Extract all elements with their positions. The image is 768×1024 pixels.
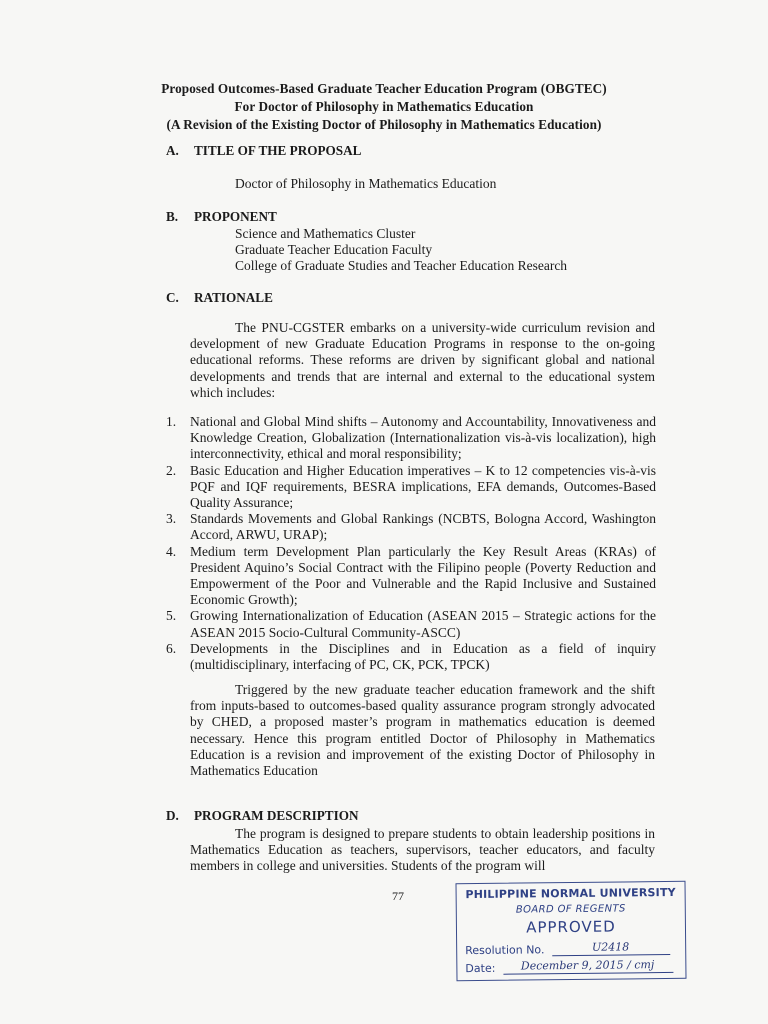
section-b-heading — [166, 209, 277, 225]
stamp-approved: APPROVED — [526, 917, 616, 937]
stamp-university: PHILIPPINE NORMAL UNIVERSITY — [465, 885, 676, 902]
stamp-resolution-row — [465, 942, 670, 957]
list-item-number: 1. — [166, 414, 177, 429]
list-item — [166, 463, 656, 512]
title-line-1: Proposed Outcomes-Based Graduate Teacher Education Program (OBGTEC) — [161, 81, 607, 96]
stamp-resolution-line — [552, 942, 670, 956]
section-c-letter: C. — [166, 290, 179, 305]
proponent-line-2: Graduate Teacher Education Faculty — [235, 242, 433, 257]
list-item-number: 3. — [166, 511, 177, 527]
stamp-board: BOARD OF REGENTS — [515, 903, 626, 916]
program-description-text: The program is designed to prepare students to obtain leadership positions in Mathematics Education as teachers, supervisors, teacher educators, and faculty members in college and universities. Students of the program will — [190, 826, 655, 874]
proponent-line-3: College of Graduate Studies and Teacher Education Research — [235, 258, 568, 273]
stamp-date-value: December 9, 2015 / cmj — [520, 958, 655, 973]
stamp-date-row — [465, 960, 673, 975]
list-item — [166, 641, 656, 673]
section-c-title: RATIONALE — [194, 290, 273, 305]
list-item-text: Medium term Development Plan particularly the Key Result Areas (KRAs) of President Aquino’s Social Contract with the Filipino people (Poverty Reduction and Empowerment of the Poor and Vulnerable and the Rapid Inclusive and Sustained Economic Growth); — [190, 543, 656, 608]
approval-stamp — [455, 881, 686, 981]
stamp-date-label: Date: — [465, 961, 496, 976]
proponent-line-1: Science and Mathematics Cluster — [235, 226, 416, 241]
section-d-title: PROGRAM DESCRIPTION — [194, 808, 359, 823]
section-a-heading — [166, 143, 361, 159]
page-number: 77 — [392, 889, 404, 903]
rationale-intro-text: The PNU-CGSTER embarks on a university-wide curriculum revision and development of new Graduate Education Programs in response to the on-going educational reforms. These reforms are driven by significant global and national developments and trends that are internal and external to the educational system which includes: — [190, 320, 655, 400]
rationale-closing-text: Triggered by the new graduate teacher education framework and the shift from inputs-based to outcomes-based quality assurance program strongly advocated by CHED, a proposed master’s program in mathematics education is deemed necessary. Hence this program entitled Doctor of Philosophy in Mathematics Education is a revision and improvement of the existing Doctor of Philosophy in Mathematics Education — [190, 682, 655, 779]
section-a-letter: A. — [166, 143, 179, 158]
section-c-heading — [166, 290, 273, 306]
list-item-text: Basic Education and Higher Education imperatives – K to 12 competencies vis-à-vis PQF and IQF requirements, BESRA implications, EFA demands, Outcomes-Based Quality Assurance; — [190, 462, 656, 511]
list-item-number: 2. — [166, 462, 177, 478]
list-item-text: Developments in the Disciplines and in Education as a field of inquiry (multidisciplinary, interfacing of PC, CK, PCK, TPCK) — [190, 640, 656, 673]
program-description — [190, 826, 655, 875]
section-a-text: Doctor of Philosophy in Mathematics Education — [235, 176, 497, 191]
title-line-3: (A Revision of the Existing Doctor of Philosophy in Mathematics Education) — [166, 117, 602, 132]
rationale-closing — [190, 682, 655, 779]
list-item-number: 5. — [166, 608, 177, 624]
list-item — [166, 608, 656, 640]
list-item-text: National and Global Mind shifts – Autonomy and Accountability, Innovativeness and Knowledge Creation, Globalization (Internationalization vis-à-vis localization), high interconnectivity, ethical and moral responsibility; — [190, 414, 656, 462]
stamp-date-line — [503, 960, 673, 975]
stamp-resolution-value: U2418 — [591, 940, 630, 954]
section-b-title: PROPONENT — [194, 209, 277, 224]
section-b-letter: B. — [166, 209, 179, 224]
list-item-text: Growing Internationalization of Education (ASEAN 2015 – Strategic actions for the ASEAN 2015 Socio-Cultural Community-ASCC) — [190, 608, 656, 640]
rationale-list — [166, 414, 656, 673]
list-item-text: Standards Movements and Global Rankings (NCBTS, Bologna Accord, Washington Accord, ARWU, URAP); — [190, 511, 656, 543]
list-item — [166, 511, 656, 543]
list-item — [166, 414, 656, 463]
list-item — [166, 544, 656, 609]
rationale-intro — [190, 320, 655, 401]
stamp-resolution-label: Resolution No. — [465, 943, 545, 958]
section-a-title: TITLE OF THE PROPOSAL — [194, 143, 362, 158]
section-d-letter: D. — [166, 808, 179, 823]
section-d-heading — [166, 808, 358, 824]
title-line-2: For Doctor of Philosophy in Mathematics Education — [234, 99, 534, 114]
document-title — [0, 80, 768, 134]
list-item-number: 6. — [166, 640, 177, 656]
list-item-number: 4. — [166, 543, 177, 559]
